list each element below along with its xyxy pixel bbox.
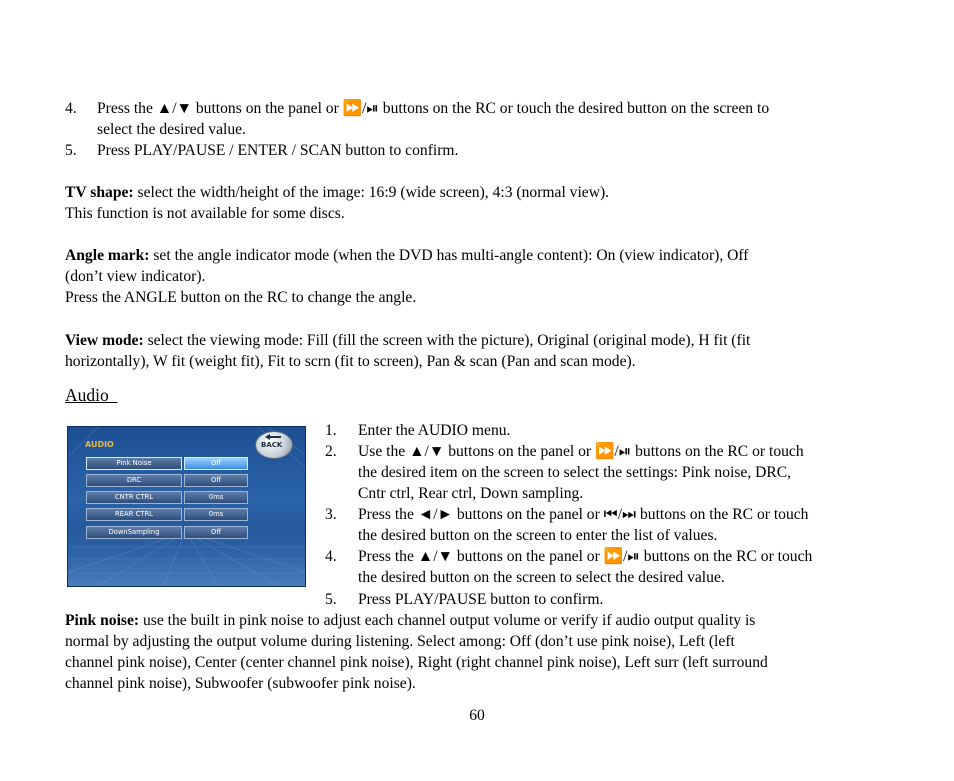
step-text: Enter the AUDIO menu. xyxy=(358,422,511,439)
tv-shape-text: select the width/height of the image: 16:9 (wide screen), 4:3 (normal view). xyxy=(133,184,610,201)
step-text: Use the ▲/▼ buttons on the panel or ⏩/⏯ buttons on the RC or touch xyxy=(358,443,804,460)
step-number: 4. xyxy=(65,100,77,117)
menu-value-pink-noise[interactable]: Off xyxy=(184,457,248,470)
menu-item-pink-noise[interactable]: Pink Noise xyxy=(86,457,182,470)
menu-item-downsampling[interactable]: DownSampling xyxy=(86,526,182,539)
step-text: the desired item on the screen to select the settings: Pink noise, DRC, xyxy=(358,464,792,481)
step-number: 1. xyxy=(325,422,337,439)
tv-shape-paragraph xyxy=(65,182,891,224)
angle-mark-text-2: (don’t view indicator). xyxy=(65,268,206,285)
step-text: Cntr ctrl, Rear ctrl, Down sampling. xyxy=(358,485,584,502)
step-text: the desired button on the screen to enter the list of values. xyxy=(358,527,718,544)
step-number: 5. xyxy=(325,591,337,608)
step-text: Press PLAY/PAUSE button to confirm. xyxy=(358,591,604,608)
pink-noise-paragraph xyxy=(65,610,891,694)
view-mode-text: select the viewing mode: Fill (fill the screen with the picture), Original (original mode), H fit (fit xyxy=(143,332,751,349)
page-number: 60 xyxy=(469,707,485,724)
step-number: 3. xyxy=(325,506,337,523)
menu-item-rear-ctrl[interactable]: REAR CTRL xyxy=(86,508,182,521)
view-mode-paragraph xyxy=(65,330,891,372)
audio-heading: Audio xyxy=(65,385,118,405)
tv-shape-note: This function is not available for some discs. xyxy=(65,205,345,222)
term-pink-noise: Pink noise: xyxy=(65,612,140,629)
menu-title: AUDIO xyxy=(85,440,114,449)
term-view-mode: View mode: xyxy=(65,332,144,349)
step-text: Press the ▲/▼ buttons on the panel or ⏩/⏯ buttons on the RC or touch xyxy=(358,548,813,565)
menu-item-cntr-ctrl[interactable]: CNTR CTRL xyxy=(86,491,182,504)
angle-mark-text-3: Press the ANGLE button on the RC to change the angle. xyxy=(65,289,417,306)
pink-noise-text-2: normal by adjusting the output volume during listening. Select among: Off (don’t use pink noise), Left (left xyxy=(65,633,735,650)
step-number: 2. xyxy=(325,443,337,460)
term-tv-shape: TV shape: xyxy=(65,184,134,201)
pink-noise-text-4: channel pink noise), Subwoofer (subwoofer pink noise). xyxy=(65,675,416,692)
back-arrow-icon xyxy=(263,433,283,441)
menu-value-downsampling[interactable]: Off xyxy=(184,526,248,539)
step-text: Press the ▲/▼ buttons on the panel or ⏩/⏯ buttons on the RC or touch the desired button on the screen to xyxy=(97,100,770,117)
angle-mark-text: set the angle indicator mode (when the DVD has multi-angle content): On (view indicator), Off xyxy=(149,247,749,264)
angle-mark-paragraph xyxy=(65,245,891,308)
menu-value-drc[interactable]: Off xyxy=(184,474,248,487)
menu-value-cntr-ctrl[interactable]: 0ms xyxy=(184,491,248,504)
pink-noise-text-3: channel pink noise), Center (center channel pink noise), Right (right channel pink noise), Left surr (left surround xyxy=(65,654,768,671)
back-button-label: BACK xyxy=(261,441,283,449)
view-mode-text-2: horizontally), W fit (weight fit), Fit to scrn (fit to screen), Pan & scan (Pan and scan mode). xyxy=(65,353,636,370)
step-text: Press the ◄/► buttons on the panel or ⏮/⏭ buttons on the RC or touch xyxy=(358,506,809,523)
step-number: 4. xyxy=(325,548,337,565)
menu-item-drc[interactable]: DRC xyxy=(86,474,182,487)
step-number: 5. xyxy=(65,142,77,159)
pink-noise-text-1: use the built in pink noise to adjust each channel output volume or verify if audio output quality is xyxy=(139,612,756,629)
step-text: select the desired value. xyxy=(97,121,246,138)
term-angle-mark: Angle mark: xyxy=(65,247,150,264)
menu-value-rear-ctrl[interactable]: 0ms xyxy=(184,508,248,521)
audio-menu-screenshot xyxy=(67,426,306,587)
step-text: the desired button on the screen to select the desired value. xyxy=(358,569,725,586)
step-text: Press PLAY/PAUSE / ENTER / SCAN button to confirm. xyxy=(97,142,459,159)
